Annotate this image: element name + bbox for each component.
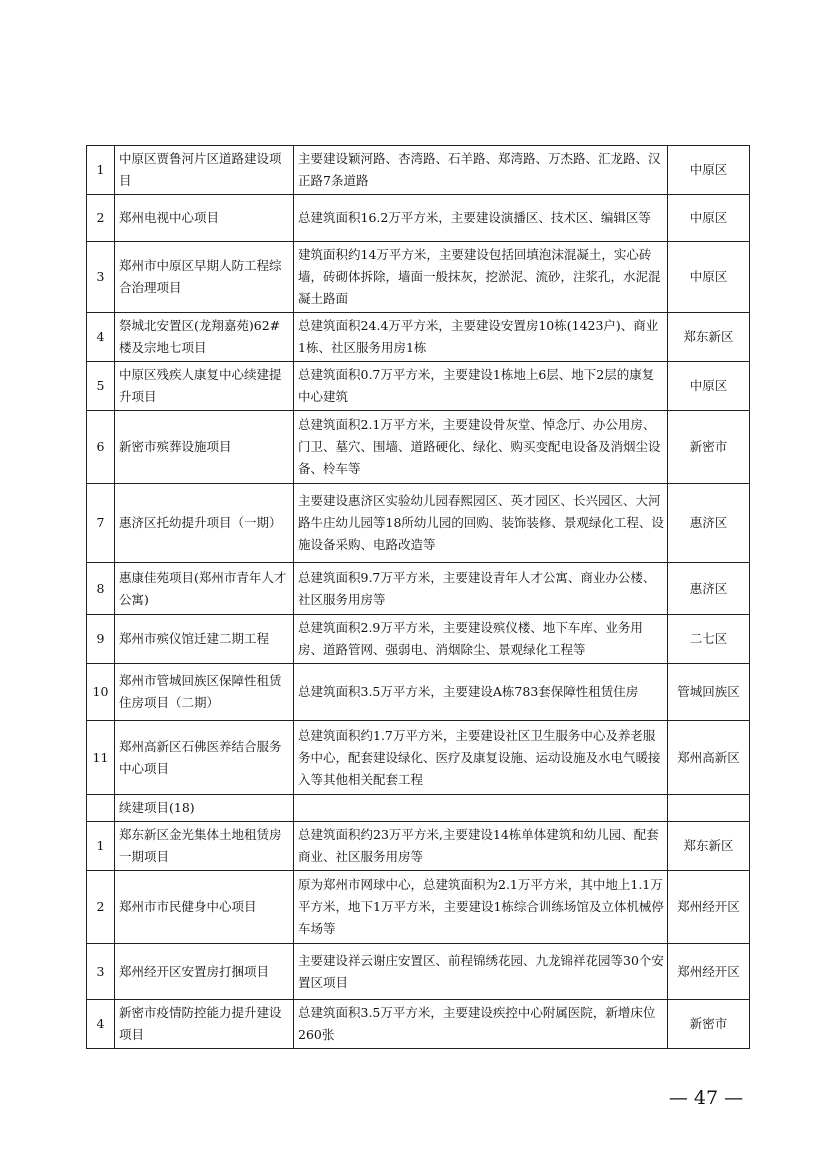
project-content: 总建筑面积3.5万平方米，主要建设疾控中心附属医院，新增床位260张 <box>294 1000 668 1049</box>
project-name: 郑州市管城回族区保障性租赁住房项目（二期） <box>115 664 294 721</box>
project-table <box>86 145 750 1049</box>
table-row <box>87 664 750 721</box>
project-content: 总建筑面积2.9万平方米，主要建设殡仪楼、地下车库、业务用房、道路管网、强弱电、消烟除尘、景观绿化工程等 <box>294 615 668 664</box>
table-row <box>87 615 750 664</box>
project-name: 郑东新区金光集体土地租赁房一期项目 <box>115 822 294 871</box>
row-number: 7 <box>87 484 115 563</box>
table-row <box>87 1000 750 1049</box>
project-name: 郑州市殡仪馆迁建二期工程 <box>115 615 294 664</box>
empty-cell <box>294 795 668 822</box>
table-row <box>87 871 750 944</box>
table-row <box>87 242 750 313</box>
project-content: 总建筑面积约1.7万平方米，主要建设社区卫生服务中心及养老服务中心，配套建设绿化、医疗及康复设施、运动设施及水电气暖接入等其他相关配套工程 <box>294 721 668 795</box>
row-number: 1 <box>87 146 115 195</box>
project-location: 二七区 <box>668 615 750 664</box>
row-number: 4 <box>87 1000 115 1049</box>
project-location: 中原区 <box>668 242 750 313</box>
table-row <box>87 563 750 615</box>
row-number: 4 <box>87 313 115 362</box>
project-name: 惠济区托幼提升项目（一期） <box>115 484 294 563</box>
table-row <box>87 146 750 195</box>
project-content: 总建筑面积9.7万平方米，主要建设青年人才公寓、商业办公楼、社区服务用房等 <box>294 563 668 615</box>
project-location: 中原区 <box>668 195 750 242</box>
row-number: 2 <box>87 195 115 242</box>
table-row <box>87 822 750 871</box>
project-content: 总建筑面积2.1万平方米，主要建设骨灰堂、悼念厅、办公用房、门卫、墓穴、围墙、道路硬化、绿化、购买变配电设备及消烟尘设备、柃车等 <box>294 411 668 484</box>
project-location: 管城回族区 <box>668 664 750 721</box>
project-name: 新密市殡葬设施项目 <box>115 411 294 484</box>
table-row <box>87 411 750 484</box>
table-row <box>87 313 750 362</box>
section-header: 续建项目(18) <box>115 795 294 822</box>
project-location: 新密市 <box>668 1000 750 1049</box>
row-number: 10 <box>87 664 115 721</box>
table-row <box>87 721 750 795</box>
project-name: 郑州电视中心项目 <box>115 195 294 242</box>
table-row <box>87 195 750 242</box>
row-number: 3 <box>87 242 115 313</box>
row-number: 2 <box>87 871 115 944</box>
project-name: 郑州市中原区早期人防工程综合治理项目 <box>115 242 294 313</box>
project-name: 祭城北安置区(龙翔嘉苑)62#楼及宗地七项目 <box>115 313 294 362</box>
row-number: 1 <box>87 822 115 871</box>
project-content: 总建筑面积24.4万平方米，主要建设安置房10栋(1423户)、商业1栋、社区服务用房1栋 <box>294 313 668 362</box>
project-name: 惠康佳苑项目(郑州市青年人才公寓) <box>115 563 294 615</box>
row-number: 5 <box>87 362 115 411</box>
project-content: 主要建设颖河路、杏湾路、石羊路、郑湾路、万杰路、汇龙路、汉正路7条道路 <box>294 146 668 195</box>
row-number: 6 <box>87 411 115 484</box>
project-content: 总建筑面积3.5万平方米，主要建设A栋783套保障性租赁住房 <box>294 664 668 721</box>
project-location: 郑东新区 <box>668 313 750 362</box>
project-content: 总建筑面积约23万平方米,主要建设14栋单体建筑和幼儿园、配套商业、社区服务用房等 <box>294 822 668 871</box>
project-content: 主要建设惠济区实验幼儿园春熙园区、英才园区、长兴园区、大河路牛庄幼儿园等18所幼儿园的回购、装饰装修、景观绿化工程、设施设备采购、电路改造等 <box>294 484 668 563</box>
table-row <box>87 484 750 563</box>
row-number: 9 <box>87 615 115 664</box>
project-content: 总建筑面积16.2万平方米，主要建设演播区、技术区、编辑区等 <box>294 195 668 242</box>
project-name: 新密市疫情防控能力提升建设项目 <box>115 1000 294 1049</box>
project-location: 中原区 <box>668 362 750 411</box>
project-location: 新密市 <box>668 411 750 484</box>
project-location: 惠济区 <box>668 484 750 563</box>
project-location: 中原区 <box>668 146 750 195</box>
project-name: 郑州经开区安置房打捆项目 <box>115 944 294 1000</box>
project-location: 郑州经开区 <box>668 944 750 1000</box>
section-row <box>87 795 750 822</box>
row-number: 11 <box>87 721 115 795</box>
table-row <box>87 944 750 1000</box>
page-number: — 47 — <box>668 1087 744 1109</box>
project-content: 原为郑州市网球中心，总建筑面积为2.1万平方米，其中地上1.1万平方米，地下1万平方米，主要建设1栋综合训练场馆及立体机械停车场等 <box>294 871 668 944</box>
table-row <box>87 362 750 411</box>
row-number: 8 <box>87 563 115 615</box>
project-name: 郑州市市民健身中心项目 <box>115 871 294 944</box>
project-content: 总建筑面积0.7万平方米，主要建设1栋地上6层、地下2层的康复中心建筑 <box>294 362 668 411</box>
project-location: 郑东新区 <box>668 822 750 871</box>
project-location: 惠济区 <box>668 563 750 615</box>
project-name: 中原区贾鲁河片区道路建设项目 <box>115 146 294 195</box>
project-content: 建筑面积约14万平方米，主要建设包括回填泡沫混凝土，实心砖墙，砖砌体拆除，墙面一般抹灰，挖淤泥、流砂，注浆孔，水泥混凝土路面 <box>294 242 668 313</box>
empty-cell <box>87 795 115 822</box>
project-location: 郑州高新区 <box>668 721 750 795</box>
project-content: 主要建设祥云谢庄安置区、前程锦绣花园、九龙锦祥花园等30个安置区项目 <box>294 944 668 1000</box>
project-name: 中原区残疾人康复中心续建提升项目 <box>115 362 294 411</box>
project-name: 郑州高新区石佛医养结合服务中心项目 <box>115 721 294 795</box>
project-location: 郑州经开区 <box>668 871 750 944</box>
row-number: 3 <box>87 944 115 1000</box>
empty-cell <box>668 795 750 822</box>
